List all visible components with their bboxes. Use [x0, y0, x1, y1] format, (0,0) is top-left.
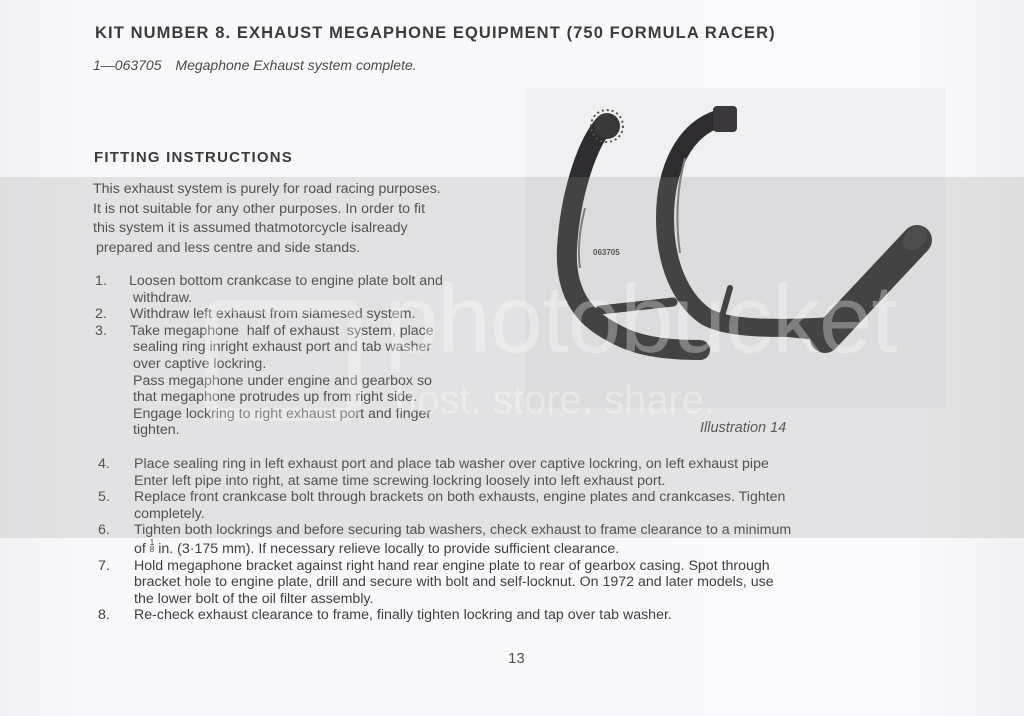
intro-paragraph: [93, 180, 523, 258]
illustration-part-label: 063705: [593, 248, 620, 257]
illustration-caption: Illustration 14: [700, 420, 787, 436]
step-8: [98, 607, 938, 624]
step-4: [98, 456, 938, 489]
part-number: 1—063705: [93, 57, 162, 73]
exhaust-illustration: [525, 88, 945, 408]
intro-line: this system it is assumed thatmotorcycle isalready: [93, 220, 408, 236]
step-text: the lower bolt of the oil filter assembly.: [134, 590, 374, 607]
step-text: [134, 539, 938, 558]
step-text: that megaphone protrudes up from right side.: [133, 389, 417, 406]
step-text: Tighten both lockrings and before securing tab washers, check exhaust to frame clearance to a minimum: [134, 522, 792, 539]
step-number: 6.: [98, 522, 110, 539]
step-number: 5.: [98, 489, 110, 506]
step-number: 1.: [95, 273, 107, 289]
step-text: sealing ring inright exhaust port and tab washer: [133, 339, 432, 356]
watermark-brand: photobucket: [385, 266, 898, 373]
section-title: FITTING INSTRUCTIONS: [94, 149, 293, 166]
step-text: completely.: [134, 505, 205, 522]
step-7: [98, 558, 938, 608]
fraction-denominator: 8: [149, 544, 155, 554]
kit-subtitle: [93, 57, 417, 73]
step-number: 8.: [98, 607, 110, 624]
step-text: bracket hole to engine plate, drill and secure with bolt and self-locknut. On 1972 and later models, use: [134, 574, 774, 591]
step-2: [95, 306, 525, 323]
exhaust-pipes-drawing: [525, 88, 945, 408]
step-text: withdraw.: [133, 289, 193, 306]
intro-line: This exhaust system is purely for road racing purposes.: [93, 181, 441, 197]
step-text: Enter left pipe into right, at same time screwing lockring loosely into left exhaust port.: [134, 472, 666, 489]
step-text: Take megaphone half of exhaust system, place: [130, 322, 434, 339]
step-number: 3.: [95, 322, 107, 339]
step-text: Replace front crankcase bolt through brackets on both exhausts, engine plates and crankcases. Tighten: [134, 489, 786, 506]
step-text: Re-check exhaust clearance to frame, finally tighten lockring and tap over tab washer.: [134, 607, 672, 624]
instruction-steps-bottom: [98, 456, 938, 624]
step-6: [98, 522, 938, 557]
step-text: over captive lockring.: [133, 355, 267, 372]
step-text-fragment: in. (3·175 mm). If necessary relieve locally to provide sufficient clearance.: [154, 540, 620, 557]
step-3: [95, 323, 525, 439]
step-number: 2.: [95, 306, 107, 323]
step-number: 4.: [98, 456, 110, 472]
fraction-numerator: 1: [149, 537, 155, 547]
step-text: Loosen bottom crankcase to engine plate bolt and: [129, 273, 443, 289]
step-text: Engage lockring to right exhaust port and finger: [133, 405, 432, 422]
step-text: Place sealing ring in left exhaust port and place tab washer over captive lockring, on left exhaust pipe: [134, 456, 769, 472]
step-number: 7.: [98, 557, 110, 574]
intro-line: prepared and less centre and side stands.: [96, 239, 361, 256]
step-1: [95, 273, 525, 306]
step-5: [98, 489, 938, 522]
step-text: Pass megaphone under engine and gearbox so: [133, 372, 432, 389]
kit-title: KIT NUMBER 8. EXHAUST MEGAPHONE EQUIPMENT (750 FORMULA RACER): [95, 24, 776, 42]
step-text-fragment: of: [134, 540, 146, 557]
instruction-steps-top: [95, 273, 525, 439]
watermark-tagline: host. store. share.: [395, 378, 716, 422]
page-number: 13: [508, 650, 525, 667]
step-text: Hold megaphone bracket against right hand rear engine plate to rear of gearbox casing. Spot through: [134, 557, 770, 574]
step-text: tighten.: [133, 422, 180, 439]
part-description: Megaphone Exhaust system complete.: [175, 57, 417, 73]
step-text: Withdraw left exhaust from siamesed system.: [130, 306, 416, 323]
intro-line: It is not suitable for any other purposes. In order to fit: [93, 200, 426, 217]
